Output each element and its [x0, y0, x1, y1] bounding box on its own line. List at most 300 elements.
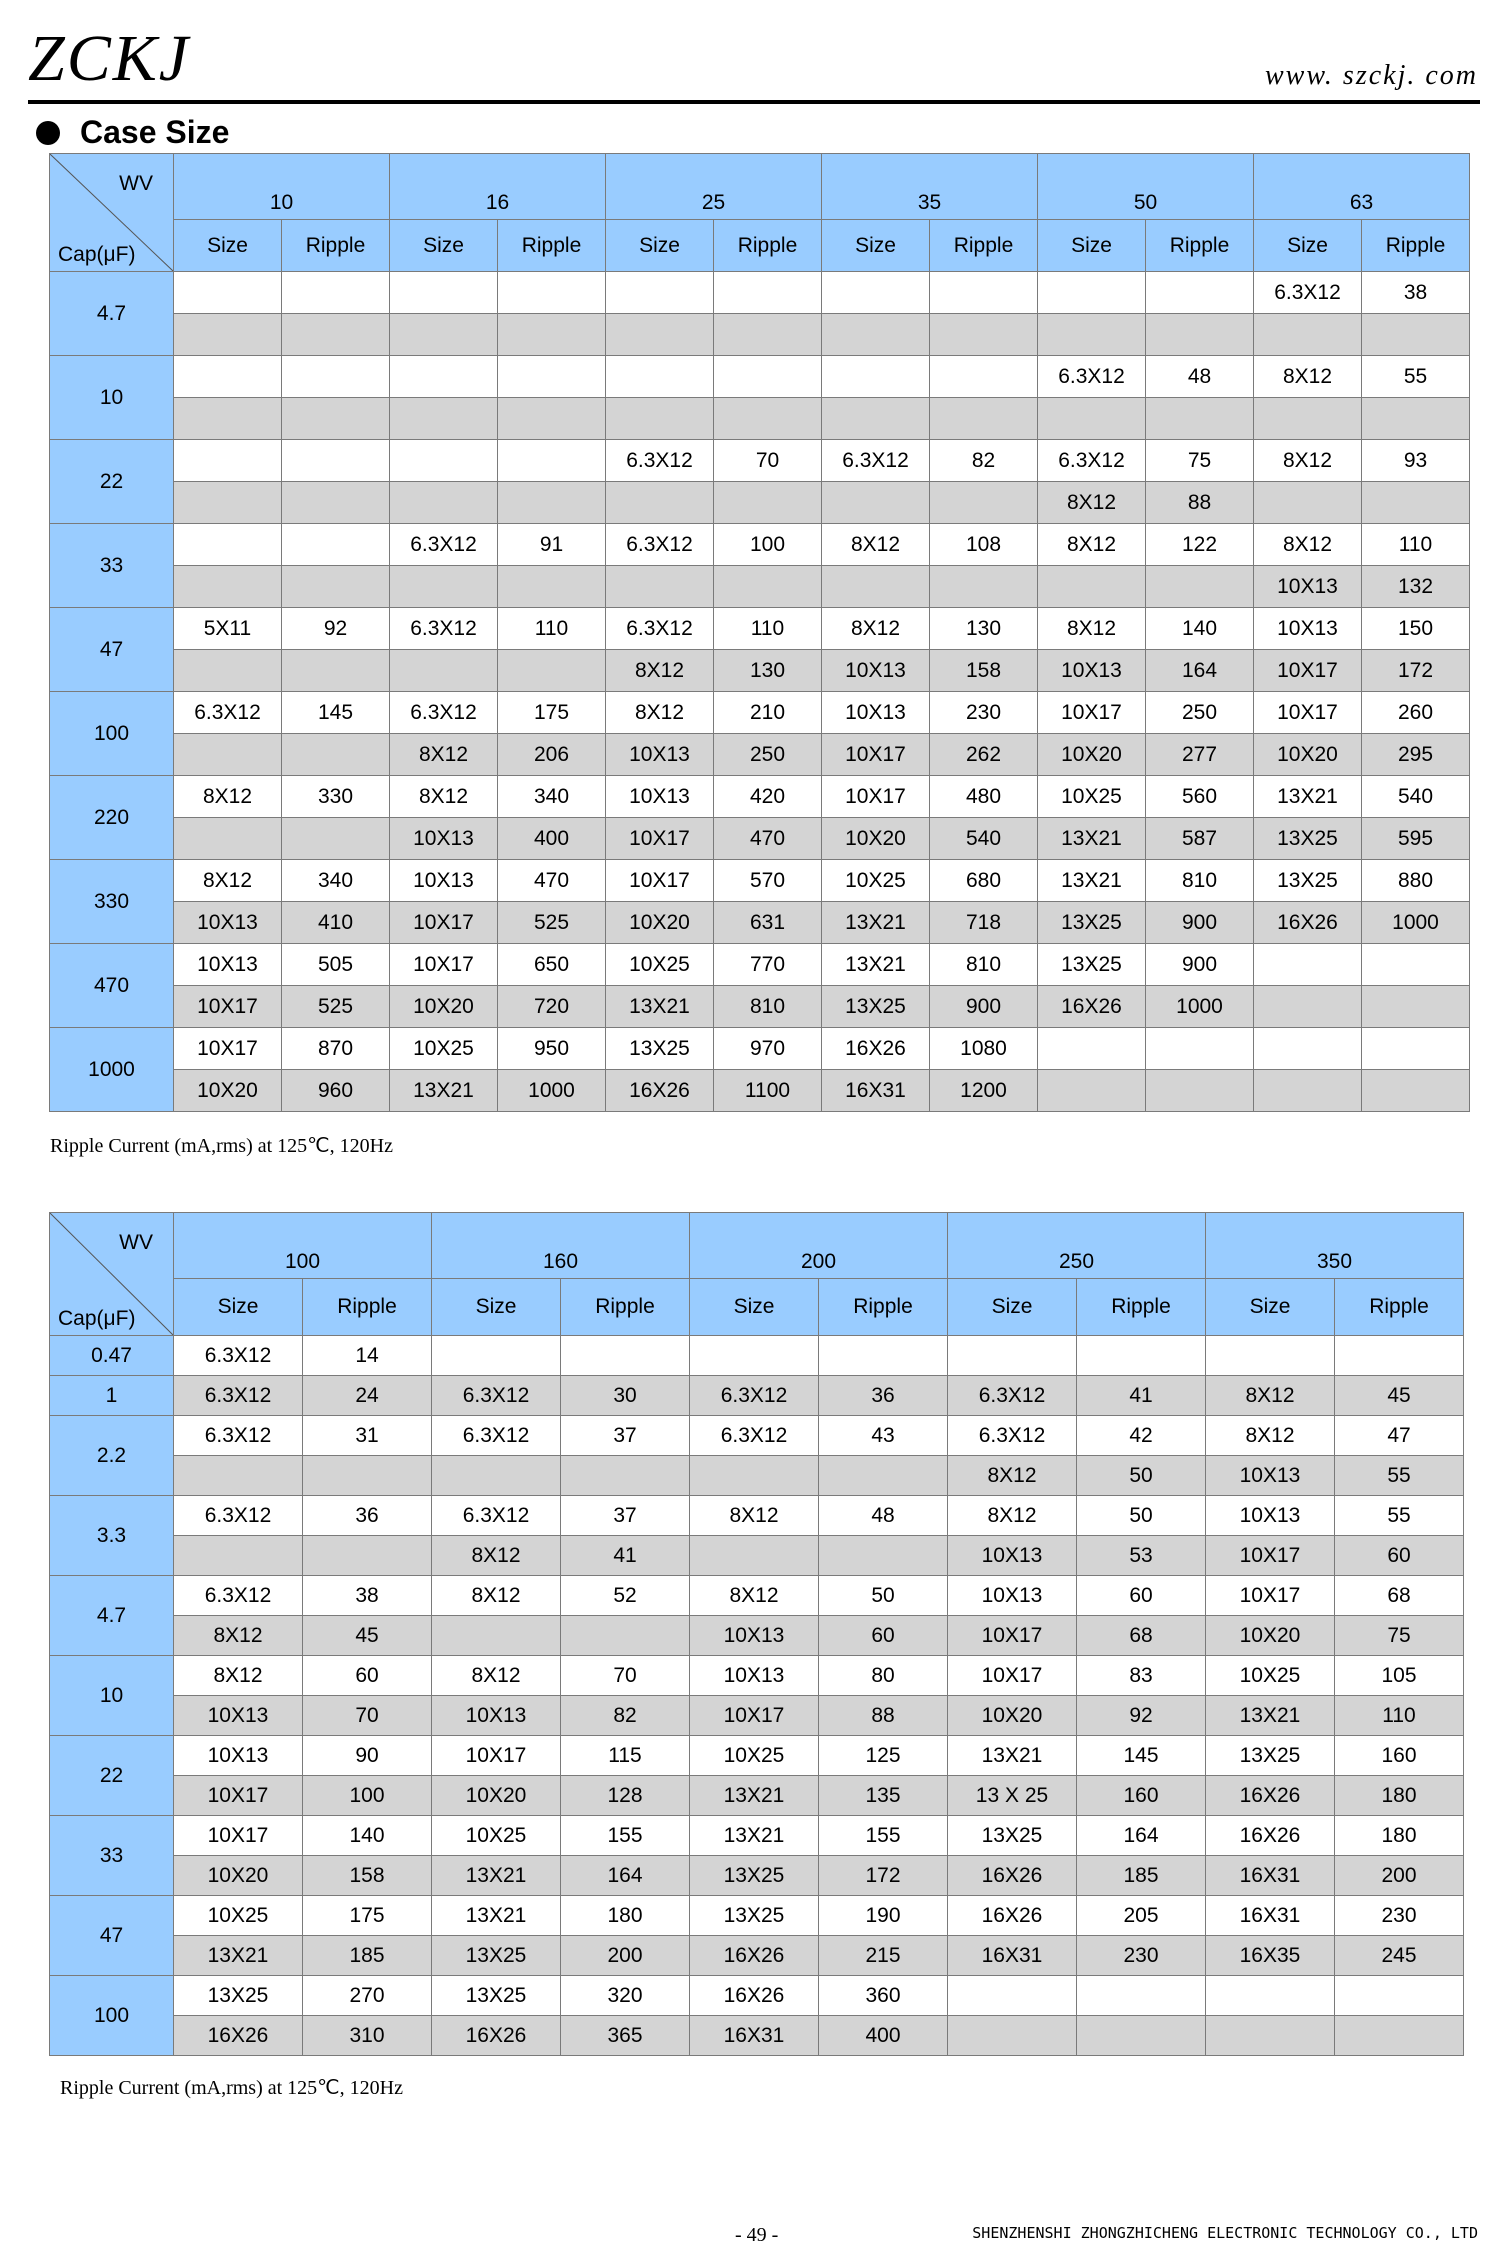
ripple-cell: 52 — [561, 1576, 690, 1616]
capacitance-cell: 220 — [50, 776, 174, 860]
ripple-cell — [1362, 314, 1470, 356]
ripple-cell: 1000 — [1146, 986, 1254, 1028]
size-cell — [390, 314, 498, 356]
size-cell — [390, 398, 498, 440]
ripple-cell: 110 — [714, 608, 822, 650]
size-cell: 13X25 — [690, 1896, 819, 1936]
voltage-header: 63 — [1254, 154, 1470, 220]
size-cell — [1206, 1336, 1335, 1376]
size-cell: 13X21 — [432, 1856, 561, 1896]
size-cell: 8X12 — [1254, 524, 1362, 566]
ripple-cell: 45 — [1335, 1376, 1464, 1416]
size-cell: 8X12 — [948, 1496, 1077, 1536]
size-cell: 16X26 — [1206, 1816, 1335, 1856]
size-cell: 13X21 — [690, 1816, 819, 1856]
size-cell: 10X13 — [690, 1656, 819, 1696]
ripple-cell — [1146, 314, 1254, 356]
ripple-cell: 145 — [1077, 1736, 1206, 1776]
voltage-header: 25 — [606, 154, 822, 220]
capacitance-cell: 10 — [50, 356, 174, 440]
capacitance-cell: 4.7 — [50, 272, 174, 356]
ripple-cell: 175 — [498, 692, 606, 734]
table-row — [50, 314, 1470, 356]
ripple-cell — [282, 482, 390, 524]
ripple-cell: 200 — [1335, 1856, 1464, 1896]
ripple-cell: 110 — [498, 608, 606, 650]
ripple-cell: 631 — [714, 902, 822, 944]
size-cell: 10X25 — [1206, 1656, 1335, 1696]
table-row — [50, 860, 1470, 902]
ripple-cell: 92 — [1077, 1696, 1206, 1736]
size-cell: 10X25 — [390, 1028, 498, 1070]
brand-logo: ZCKJ — [28, 22, 191, 95]
ripple-cell: 277 — [1146, 734, 1254, 776]
ripple-cell: 41 — [561, 1536, 690, 1576]
ripple-cell: 50 — [1077, 1456, 1206, 1496]
ripple-cell: 110 — [1335, 1696, 1464, 1736]
size-cell: 13X25 — [1254, 818, 1362, 860]
ripple-cell: 38 — [1362, 272, 1470, 314]
size-cell: 10X25 — [432, 1816, 561, 1856]
ripple-cell — [930, 356, 1038, 398]
size-cell: 6.3X12 — [432, 1376, 561, 1416]
capacitance-cell: 22 — [50, 440, 174, 524]
ripple-cell: 470 — [498, 860, 606, 902]
size-cell: 13X25 — [1038, 902, 1146, 944]
ripple-cell — [1077, 1336, 1206, 1376]
size-cell: 8X12 — [948, 1456, 1077, 1496]
ripple-cell: 37 — [561, 1496, 690, 1536]
table-row — [50, 398, 1470, 440]
ripple-cell: 91 — [498, 524, 606, 566]
ripple-cell: 164 — [1077, 1816, 1206, 1856]
ripple-cell: 1100 — [714, 1070, 822, 1112]
case-size-table-1 — [49, 153, 1470, 1112]
ripple-cell: 41 — [1077, 1376, 1206, 1416]
size-cell — [948, 2016, 1077, 2056]
ripple-column-header: Ripple — [303, 1279, 432, 1336]
ripple-column-header: Ripple — [1077, 1279, 1206, 1336]
ripple-column-header: Ripple — [1335, 1279, 1464, 1336]
size-cell: 13X25 — [174, 1976, 303, 2016]
ripple-cell: 180 — [561, 1896, 690, 1936]
table-row — [50, 1816, 1464, 1856]
ripple-column-header: Ripple — [498, 220, 606, 272]
ripple-cell — [714, 356, 822, 398]
ripple-cell: 70 — [714, 440, 822, 482]
size-cell — [174, 314, 282, 356]
size-cell: 10X20 — [1254, 734, 1362, 776]
size-cell — [174, 524, 282, 566]
ripple-cell — [1146, 566, 1254, 608]
ripple-cell: 400 — [819, 2016, 948, 2056]
size-cell — [432, 1456, 561, 1496]
ripple-cell — [303, 1456, 432, 1496]
ripple-cell: 200 — [561, 1936, 690, 1976]
ripple-cell: 185 — [303, 1936, 432, 1976]
size-cell: 13X21 — [606, 986, 714, 1028]
header-rule — [28, 100, 1480, 104]
size-cell — [822, 482, 930, 524]
size-cell: 5X11 — [174, 608, 282, 650]
ripple-cell — [1146, 1028, 1254, 1070]
ripple-cell — [498, 356, 606, 398]
ripple-cell: 60 — [1077, 1576, 1206, 1616]
ripple-cell — [282, 566, 390, 608]
size-cell: 13X21 — [1206, 1696, 1335, 1736]
size-column-header: Size — [432, 1279, 561, 1336]
ripple-cell: 1000 — [1362, 902, 1470, 944]
ripple-cell: 650 — [498, 944, 606, 986]
ripple-cell: 24 — [303, 1376, 432, 1416]
size-cell: 6.3X12 — [606, 608, 714, 650]
size-cell: 10X13 — [690, 1616, 819, 1656]
size-cell: 10X20 — [822, 818, 930, 860]
table-row — [50, 482, 1470, 524]
voltage-header: 16 — [390, 154, 606, 220]
size-cell: 16X26 — [690, 1976, 819, 2016]
capacitance-cell: 2.2 — [50, 1416, 174, 1496]
size-cell — [606, 566, 714, 608]
size-cell: 16X26 — [1206, 1776, 1335, 1816]
size-cell — [390, 482, 498, 524]
table-row — [50, 1576, 1464, 1616]
size-cell: 6.3X12 — [1254, 272, 1362, 314]
ripple-cell — [282, 524, 390, 566]
ripple-cell — [930, 482, 1038, 524]
table-row — [50, 2016, 1464, 2056]
size-cell: 10X13 — [174, 1696, 303, 1736]
size-cell: 16X26 — [822, 1028, 930, 1070]
ripple-cell — [498, 440, 606, 482]
size-cell: 16X26 — [948, 1896, 1077, 1936]
ripple-cell: 70 — [561, 1656, 690, 1696]
ripple-cell — [1335, 1976, 1464, 2016]
size-cell: 8X12 — [1254, 440, 1362, 482]
ripple-cell: 540 — [930, 818, 1038, 860]
ripple-cell: 92 — [282, 608, 390, 650]
size-cell: 8X12 — [822, 524, 930, 566]
ripple-cell: 190 — [819, 1896, 948, 1936]
ripple-cell: 180 — [1335, 1776, 1464, 1816]
ripple-cell: 525 — [282, 986, 390, 1028]
ripple-cell: 88 — [819, 1696, 948, 1736]
size-cell: 8X12 — [174, 1616, 303, 1656]
size-cell: 13X25 — [1206, 1736, 1335, 1776]
table-row — [50, 944, 1470, 986]
size-cell — [1038, 1070, 1146, 1112]
ripple-cell — [714, 398, 822, 440]
size-cell: 10X25 — [606, 944, 714, 986]
size-cell: 16X31 — [1206, 1896, 1335, 1936]
size-cell: 10X17 — [690, 1696, 819, 1736]
size-cell — [1254, 986, 1362, 1028]
size-cell: 6.3X12 — [390, 524, 498, 566]
voltage-header: 100 — [174, 1213, 432, 1279]
size-cell: 10X13 — [948, 1536, 1077, 1576]
ripple-cell: 950 — [498, 1028, 606, 1070]
ripple-cell — [1146, 1070, 1254, 1112]
ripple-cell: 770 — [714, 944, 822, 986]
size-cell — [174, 1536, 303, 1576]
ripple-cell — [303, 1536, 432, 1576]
ripple-cell: 60 — [819, 1616, 948, 1656]
size-cell: 8X12 — [174, 860, 282, 902]
ripple-cell: 262 — [930, 734, 1038, 776]
size-column-header: Size — [606, 220, 714, 272]
ripple-cell — [714, 566, 822, 608]
table-row — [50, 986, 1470, 1028]
ripple-cell: 60 — [303, 1656, 432, 1696]
size-cell: 8X12 — [1038, 482, 1146, 524]
size-cell: 6.3X12 — [948, 1416, 1077, 1456]
size-cell: 10X20 — [606, 902, 714, 944]
table-row — [50, 1028, 1470, 1070]
ripple-cell: 960 — [282, 1070, 390, 1112]
capacitance-cell: 47 — [50, 608, 174, 692]
table-row — [50, 1536, 1464, 1576]
table-row — [50, 1736, 1464, 1776]
size-cell: 8X12 — [606, 692, 714, 734]
ripple-cell: 125 — [819, 1736, 948, 1776]
size-cell: 10X17 — [1254, 650, 1362, 692]
ripple-cell: 720 — [498, 986, 606, 1028]
size-cell: 13X25 — [690, 1856, 819, 1896]
size-cell — [174, 734, 282, 776]
size-cell: 10X13 — [390, 860, 498, 902]
size-cell: 10X17 — [1038, 692, 1146, 734]
ripple-note-2: Ripple Current (mA,rms) at 125℃, 120Hz — [60, 2077, 403, 2099]
size-cell: 10X17 — [948, 1616, 1077, 1656]
section-title — [36, 114, 229, 151]
size-cell: 13X21 — [174, 1936, 303, 1976]
ripple-cell — [561, 1336, 690, 1376]
size-cell: 10X13 — [1206, 1456, 1335, 1496]
size-cell — [432, 1616, 561, 1656]
size-cell — [174, 482, 282, 524]
size-cell — [174, 650, 282, 692]
size-cell — [1038, 272, 1146, 314]
ripple-cell: 210 — [714, 692, 822, 734]
table-row — [50, 1696, 1464, 1736]
ripple-cell: 172 — [1362, 650, 1470, 692]
size-cell — [822, 314, 930, 356]
voltage-header: 160 — [432, 1213, 690, 1279]
table-row — [50, 440, 1470, 482]
table-row — [50, 1376, 1464, 1416]
size-column-header: Size — [822, 220, 930, 272]
ripple-cell: 53 — [1077, 1536, 1206, 1576]
ripple-cell: 75 — [1146, 440, 1254, 482]
ripple-cell: 340 — [282, 860, 390, 902]
size-cell: 6.3X12 — [390, 692, 498, 734]
ripple-cell: 108 — [930, 524, 1038, 566]
capacitance-cell: 330 — [50, 860, 174, 944]
size-cell: 13X21 — [1254, 776, 1362, 818]
size-cell — [390, 440, 498, 482]
ripple-cell: 110 — [1362, 524, 1470, 566]
table-row — [50, 1936, 1464, 1976]
ripple-cell: 75 — [1335, 1616, 1464, 1656]
size-cell: 13X21 — [390, 1070, 498, 1112]
size-cell: 10X17 — [606, 860, 714, 902]
ripple-cell: 47 — [1335, 1416, 1464, 1456]
size-cell: 10X20 — [948, 1696, 1077, 1736]
size-cell — [606, 314, 714, 356]
size-cell — [174, 818, 282, 860]
size-cell: 6.3X12 — [948, 1376, 1077, 1416]
ripple-cell: 810 — [714, 986, 822, 1028]
voltage-header: 35 — [822, 154, 1038, 220]
size-cell: 6.3X12 — [606, 524, 714, 566]
ripple-cell: 135 — [819, 1776, 948, 1816]
size-cell — [948, 1336, 1077, 1376]
capacitance-cell: 1 — [50, 1376, 174, 1416]
table-row — [50, 272, 1470, 314]
ripple-cell: 128 — [561, 1776, 690, 1816]
size-cell: 10X17 — [606, 818, 714, 860]
size-cell — [1038, 314, 1146, 356]
ripple-cell — [714, 482, 822, 524]
capacitance-cell: 100 — [50, 692, 174, 776]
ripple-cell: 175 — [303, 1896, 432, 1936]
size-cell — [432, 1336, 561, 1376]
table-row — [50, 1456, 1464, 1496]
size-column-header: Size — [1254, 220, 1362, 272]
table-row — [50, 524, 1470, 566]
size-cell — [606, 482, 714, 524]
size-cell: 10X20 — [1038, 734, 1146, 776]
ripple-cell — [930, 398, 1038, 440]
ripple-cell: 900 — [1146, 902, 1254, 944]
size-cell — [1038, 1028, 1146, 1070]
ripple-cell — [282, 356, 390, 398]
size-cell: 16X26 — [690, 1936, 819, 1976]
table-row — [50, 1656, 1464, 1696]
section-title-text: Case Size — [80, 114, 230, 150]
ripple-cell — [498, 272, 606, 314]
size-cell — [1254, 1028, 1362, 1070]
size-cell: 13X25 — [1038, 944, 1146, 986]
size-cell: 13X25 — [432, 1936, 561, 1976]
table-row — [50, 902, 1470, 944]
size-cell — [390, 356, 498, 398]
size-cell — [1254, 1070, 1362, 1112]
ripple-cell: 70 — [303, 1696, 432, 1736]
ripple-cell: 100 — [303, 1776, 432, 1816]
size-cell: 10X17 — [822, 734, 930, 776]
capacitance-cell: 4.7 — [50, 1576, 174, 1656]
size-cell: 6.3X12 — [822, 440, 930, 482]
ripple-cell: 48 — [819, 1496, 948, 1536]
size-cell: 8X12 — [432, 1576, 561, 1616]
size-cell: 10X13 — [432, 1696, 561, 1736]
table-row — [50, 1896, 1464, 1936]
size-cell: 8X12 — [390, 734, 498, 776]
size-cell: 13X25 — [1254, 860, 1362, 902]
size-cell: 13X21 — [1038, 818, 1146, 860]
table-row — [50, 1336, 1464, 1376]
ripple-cell — [282, 734, 390, 776]
capacitance-cell: 47 — [50, 1896, 174, 1976]
ripple-cell: 36 — [303, 1496, 432, 1536]
ripple-cell: 250 — [714, 734, 822, 776]
ripple-cell — [1146, 398, 1254, 440]
ripple-cell: 245 — [1335, 1936, 1464, 1976]
ripple-cell — [1362, 986, 1470, 1028]
size-cell: 16X26 — [606, 1070, 714, 1112]
size-cell — [1254, 314, 1362, 356]
ripple-cell: 230 — [930, 692, 1038, 734]
ripple-cell: 158 — [930, 650, 1038, 692]
capacitance-cell: 33 — [50, 524, 174, 608]
size-cell — [606, 272, 714, 314]
size-cell: 8X12 — [822, 608, 930, 650]
size-cell: 10X13 — [606, 734, 714, 776]
size-cell — [174, 398, 282, 440]
table-row — [50, 608, 1470, 650]
ripple-cell — [819, 1456, 948, 1496]
wv-label: WV — [119, 1231, 153, 1254]
ripple-cell: 45 — [303, 1616, 432, 1656]
ripple-cell — [282, 440, 390, 482]
size-cell: 10X13 — [174, 902, 282, 944]
size-cell — [822, 272, 930, 314]
ripple-cell: 870 — [282, 1028, 390, 1070]
ripple-cell — [498, 398, 606, 440]
size-cell: 10X17 — [1206, 1576, 1335, 1616]
ripple-cell: 43 — [819, 1416, 948, 1456]
size-cell: 6.3X12 — [1038, 356, 1146, 398]
capacitance-cell: 1000 — [50, 1028, 174, 1112]
ripple-cell: 50 — [819, 1576, 948, 1616]
table-row — [50, 1416, 1464, 1456]
size-cell — [174, 440, 282, 482]
size-cell: 10X25 — [174, 1896, 303, 1936]
ripple-cell: 310 — [303, 2016, 432, 2056]
size-cell: 13X25 — [948, 1816, 1077, 1856]
ripple-cell: 158 — [303, 1856, 432, 1896]
size-cell: 16X31 — [948, 1936, 1077, 1976]
ripple-cell: 230 — [1077, 1936, 1206, 1976]
ripple-cell: 122 — [1146, 524, 1254, 566]
ripple-cell: 155 — [561, 1816, 690, 1856]
table-row — [50, 776, 1470, 818]
size-cell: 13X21 — [822, 902, 930, 944]
ripple-cell: 230 — [1335, 1896, 1464, 1936]
ripple-cell: 14 — [303, 1336, 432, 1376]
size-cell: 8X12 — [1206, 1376, 1335, 1416]
ripple-cell: 150 — [1362, 608, 1470, 650]
size-cell — [1254, 482, 1362, 524]
size-cell: 10X13 — [174, 944, 282, 986]
size-cell: 8X12 — [1206, 1416, 1335, 1456]
size-cell: 13X21 — [948, 1736, 1077, 1776]
header-corner — [50, 154, 174, 272]
size-cell: 13X25 — [822, 986, 930, 1028]
ripple-cell — [498, 566, 606, 608]
ripple-cell: 180 — [1335, 1816, 1464, 1856]
capacitance-cell: 100 — [50, 1976, 174, 2056]
size-cell: 6.3X12 — [174, 1336, 303, 1376]
size-column-header: Size — [174, 1279, 303, 1336]
ripple-cell — [819, 1536, 948, 1576]
ripple-cell: 160 — [1077, 1776, 1206, 1816]
ripple-cell — [930, 566, 1038, 608]
table-row — [50, 1856, 1464, 1896]
ripple-column-header: Ripple — [819, 1279, 948, 1336]
ripple-cell: 68 — [1335, 1576, 1464, 1616]
